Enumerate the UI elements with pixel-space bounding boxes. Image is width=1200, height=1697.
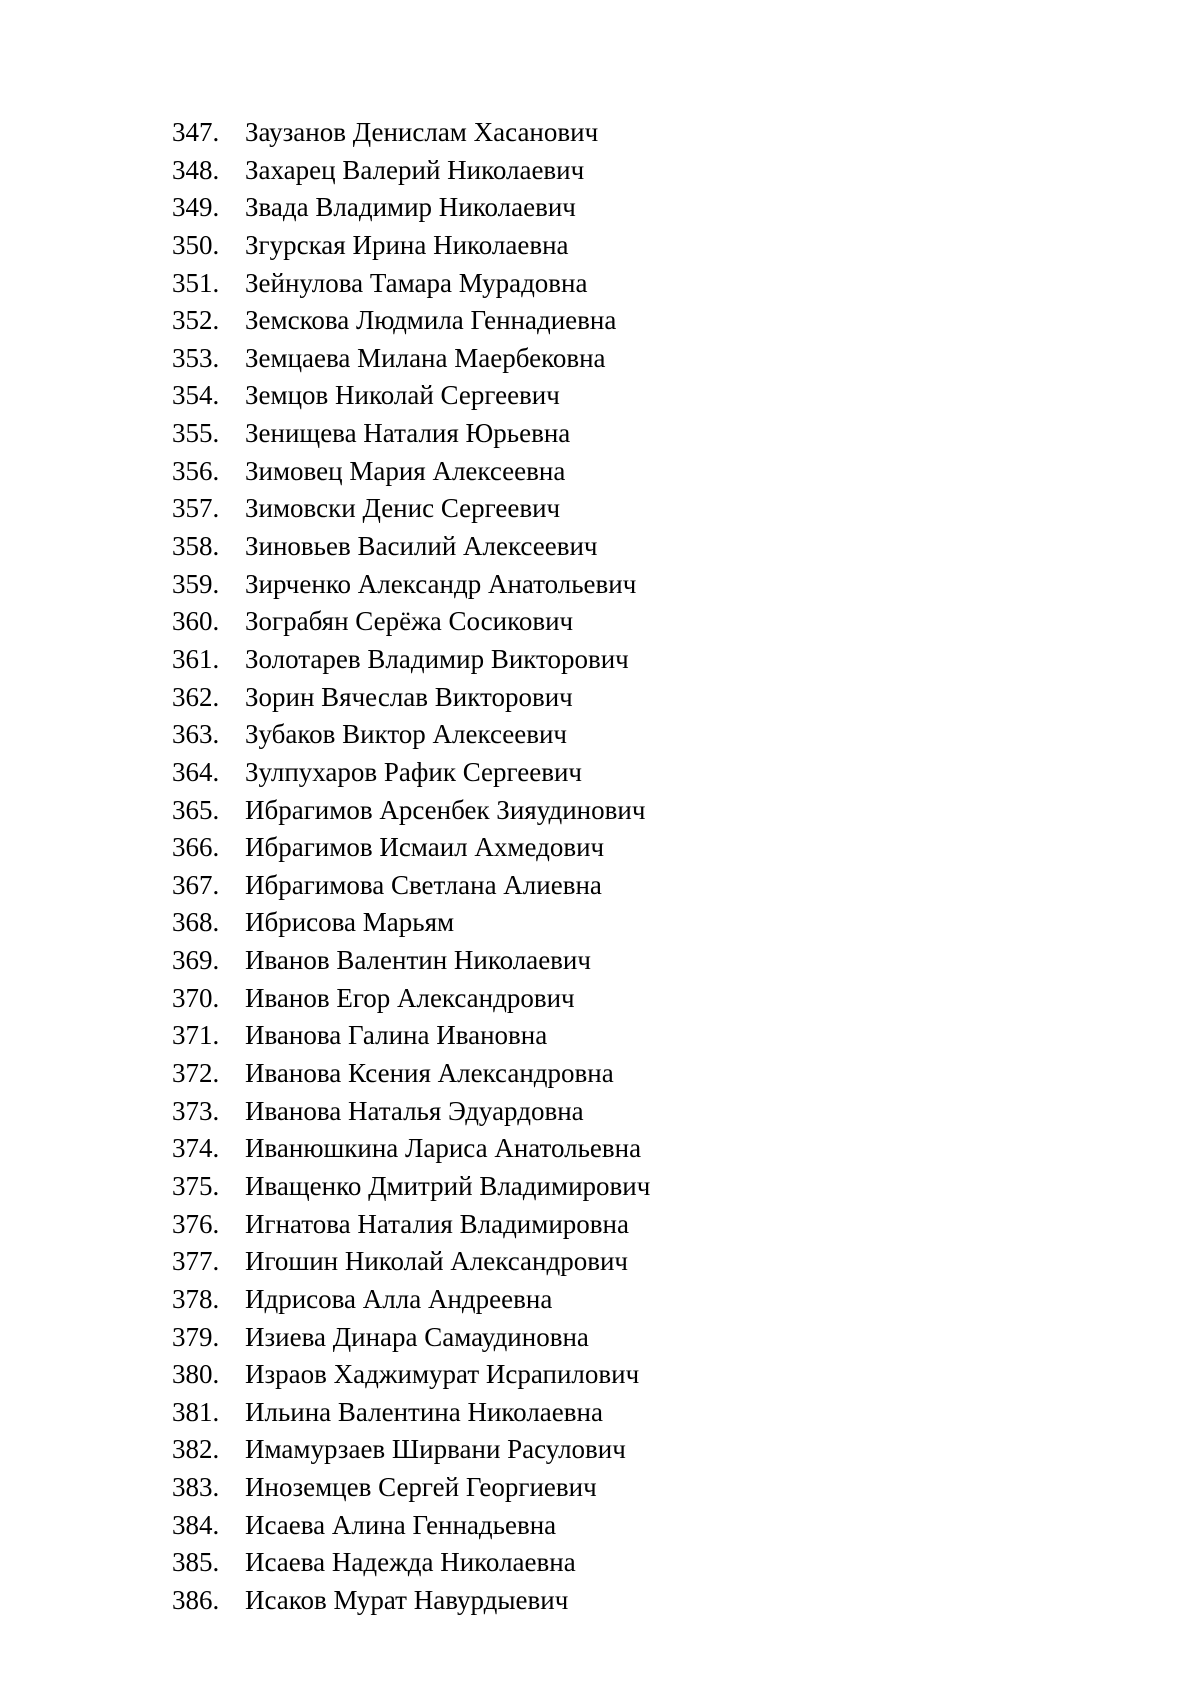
- item-name: Зенищева Наталия Юрьевна: [245, 418, 571, 449]
- item-name: Идрисова Алла Андреевна: [245, 1283, 553, 1314]
- item-name: Изиева Динара Самаудиновна: [245, 1321, 589, 1352]
- item-name: Иващенко Дмитрий Владимирович: [245, 1170, 651, 1201]
- item-number: 363.: [172, 719, 220, 750]
- item-name: Иванов Егор Александрович: [245, 982, 575, 1013]
- item-name: Зиновьев Василий Алексеевич: [245, 531, 598, 562]
- item-number: 355.: [172, 418, 220, 449]
- item-name: Ибрисова Марьям: [245, 907, 455, 938]
- item-number: 375.: [172, 1170, 220, 1201]
- item-number: 357.: [172, 493, 220, 524]
- item-number: 370.: [172, 982, 220, 1013]
- item-number: 367.: [172, 869, 220, 900]
- item-number: 383.: [172, 1472, 220, 1503]
- item-number: 380.: [172, 1359, 220, 1390]
- item-number: 373.: [172, 1095, 220, 1126]
- item-name: Израов Хаджимурат Исрапилович: [245, 1359, 640, 1390]
- item-number: 371.: [172, 1020, 220, 1051]
- item-name: Зограбян Серёжа Сосикович: [245, 606, 574, 637]
- item-number: 385.: [172, 1547, 220, 1578]
- item-number: 358.: [172, 531, 220, 562]
- item-name: Иванюшкина Лариса Анатольевна: [245, 1133, 642, 1164]
- item-number: 348.: [172, 154, 220, 185]
- item-name: Золотарев Владимир Викторович: [245, 643, 629, 674]
- item-name: Земцаева Милана Маербековна: [245, 342, 606, 373]
- item-number: 377.: [172, 1246, 220, 1277]
- item-name: Игошин Николай Александрович: [245, 1246, 628, 1277]
- item-number: 376.: [172, 1208, 220, 1239]
- item-name: Иноземцев Сергей Георгиевич: [245, 1472, 597, 1503]
- item-name: Ильина Валентина Николаевна: [245, 1396, 603, 1427]
- item-name: Иванова Галина Ивановна: [245, 1020, 548, 1051]
- item-name: Заузанов Денислам Хасанович: [245, 117, 599, 147]
- item-name: Зирченко Александр Анатольевич: [245, 568, 637, 599]
- item-name: Исаева Алина Геннадьевна: [245, 1509, 557, 1540]
- item-number: 349.: [172, 192, 220, 223]
- item-number: 350.: [172, 229, 220, 260]
- item-number: 364.: [172, 756, 220, 787]
- item-name: Земскова Людмила Геннадиевна: [245, 305, 617, 336]
- item-name: Иванова Наталья Эдуардовна: [245, 1095, 584, 1126]
- item-number: 386.: [172, 1584, 220, 1615]
- item-number: 347.: [172, 117, 220, 147]
- item-number: 356.: [172, 455, 220, 486]
- item-number: 381.: [172, 1396, 220, 1427]
- item-number: 368.: [172, 907, 220, 938]
- item-name: Земцов Николай Сергеевич: [245, 380, 560, 411]
- item-number: 378.: [172, 1283, 220, 1314]
- item-name: Зорин Вячеслав Викторович: [245, 681, 573, 712]
- item-number: 384.: [172, 1509, 220, 1540]
- item-name: Исаева Надежда Николаевна: [245, 1547, 576, 1578]
- item-name: Зулпухаров Рафик Сергеевич: [245, 756, 582, 787]
- item-name: Ибрагимов Исмаил Ахмедович: [245, 832, 605, 863]
- item-number: 359.: [172, 568, 220, 599]
- item-name: Ибрагимов Арсенбек Зияудинович: [245, 794, 646, 825]
- item-number: 374.: [172, 1133, 220, 1164]
- item-number: 351.: [172, 267, 220, 298]
- item-name: Ибрагимова Светлана Алиевна: [245, 869, 602, 900]
- item-number: 379.: [172, 1321, 220, 1352]
- item-number: 354.: [172, 380, 220, 411]
- item-name: Игнатова Наталия Владимировна: [245, 1208, 629, 1239]
- item-number: 362.: [172, 681, 220, 712]
- item-number: 352.: [172, 305, 220, 336]
- item-number: 369.: [172, 945, 220, 976]
- item-name: Захарец Валерий Николаевич: [245, 154, 585, 185]
- item-name: Звада Владимир Николаевич: [245, 192, 576, 223]
- item-name: Зимовски Денис Сергеевич: [245, 493, 561, 524]
- item-name: Иванова Ксения Александровна: [245, 1058, 614, 1089]
- item-number: 366.: [172, 832, 220, 863]
- item-name: Згурская Ирина Николаевна: [245, 229, 569, 260]
- item-number: 360.: [172, 606, 220, 637]
- item-name: Зубаков Виктор Алексеевич: [245, 719, 568, 750]
- item-number: 353.: [172, 342, 220, 373]
- item-name: Имамурзаев Ширвани Расулович: [245, 1434, 626, 1465]
- item-name: Исаков Мурат Навурдыевич: [245, 1584, 569, 1615]
- item-name: Иванов Валентин Николаевич: [245, 945, 591, 976]
- item-number: 372.: [172, 1058, 220, 1089]
- item-name: Зимовец Мария Алексеевна: [245, 455, 566, 486]
- item-number: 365.: [172, 794, 220, 825]
- item-name: Зейнулова Тамара Мурадовна: [245, 267, 588, 298]
- item-number: 382.: [172, 1434, 220, 1465]
- item-number: 361.: [172, 643, 220, 674]
